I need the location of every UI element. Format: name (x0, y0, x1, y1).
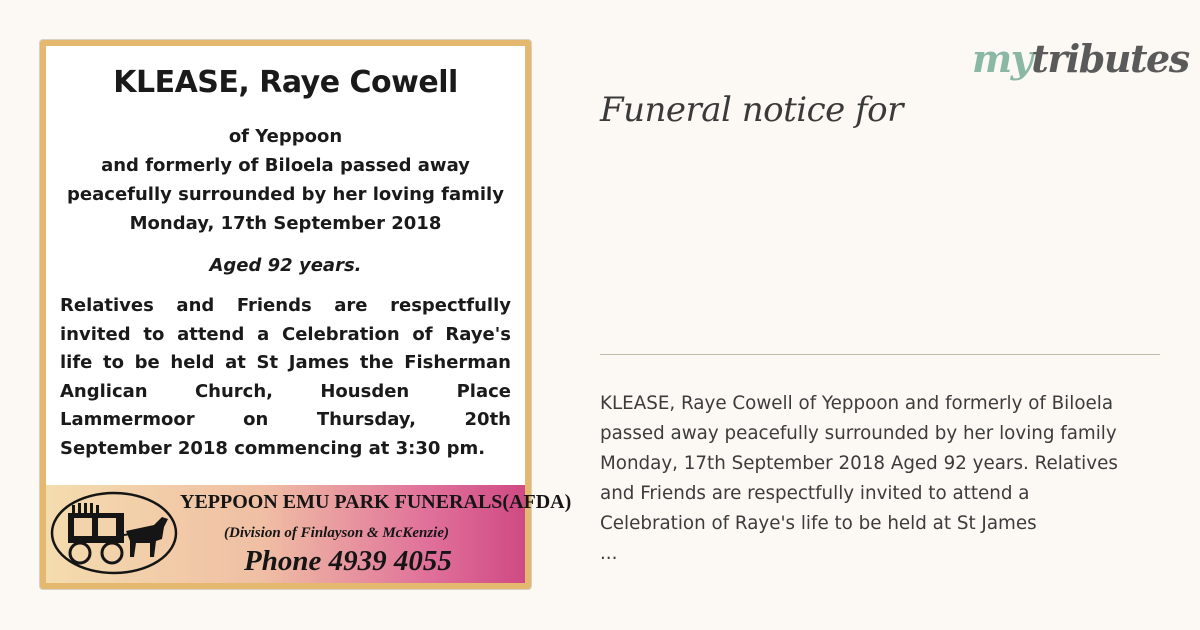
summary-line: Celebration of Raye's life to be held at St James (600, 513, 1037, 534)
logo-my: my (972, 36, 1032, 81)
notice-summary (600, 389, 1180, 569)
intro-line: peacefully surrounded by her loving family (67, 184, 504, 205)
summary-line: and Friends are respectfully invited to attend a (600, 483, 1030, 504)
notice-intro (46, 122, 525, 238)
funeral-home-banner (46, 485, 572, 583)
notice-body (60, 292, 511, 463)
mytributes-logo[interactable] (972, 36, 1189, 81)
body-line: life to be held at St James the Fisherman (60, 352, 511, 373)
intro-line: Monday, 17th September 2018 (129, 213, 442, 234)
funeral-home-division: (Division of Finlayson & McKenzie) (224, 525, 450, 541)
summary-line: KLEASE, Raye Cowell of Yeppoon and formerly of Biloela (600, 393, 1114, 414)
body-line: Relatives and Friends are respectfully (60, 295, 511, 316)
summary-line: Monday, 17th September 2018 Aged 92 years. Relatives (600, 453, 1118, 474)
notice-content (46, 46, 572, 583)
intro-line: and formerly of Biloela passed away (101, 155, 470, 176)
body-line: Lammermoor on Thursday, 20th (60, 409, 511, 430)
body-line: September 2018 commencing at 3:30 pm. (60, 437, 486, 459)
intro-line: of Yeppoon (228, 126, 343, 147)
summary-ellipsis: ... (600, 543, 618, 564)
summary-line: passed away peacefully surrounded by her loving family (600, 423, 1117, 444)
deceased-name: KLEASE, Raye Cowell (113, 65, 458, 100)
page-heading: Funeral notice for (600, 90, 903, 130)
funeral-notice-image (40, 40, 572, 589)
funeral-home-name: YEPPOON EMU PARK FUNERALS(AFDA) (180, 491, 572, 513)
divider (600, 354, 1160, 355)
logo-tributes: tributes (1031, 36, 1189, 81)
funeral-home-phone: Phone 4939 4055 (244, 545, 452, 577)
age-line: Aged 92 years. (209, 255, 362, 276)
horse-drawn-hearse-icon (50, 491, 178, 575)
body-line: Anglican Church, Housden Place (60, 380, 511, 402)
body-line: invited to attend a Celebration of Raye's (60, 323, 511, 345)
